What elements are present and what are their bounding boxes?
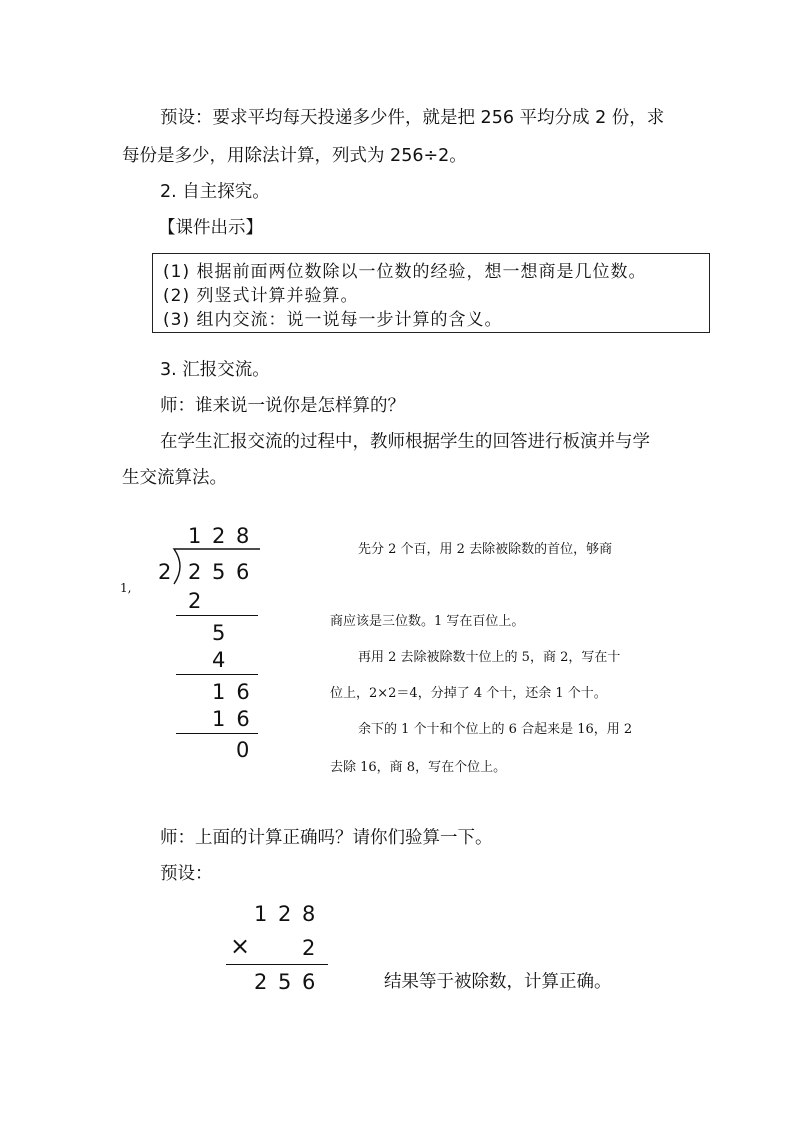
product-digit-tens: 5 [278, 970, 292, 994]
multiplication-rule [226, 964, 328, 965]
step-2-heading: 2. 自主探究。 [160, 182, 270, 202]
step-3-heading: 3. 汇报交流。 [160, 360, 270, 380]
division-rule-1 [176, 615, 258, 616]
verification-result: 结果等于被除数，计算正确。 [384, 972, 612, 992]
intro-line-1: 预设：要求平均每天投递多少件，就是把 256 平均分成 2 份，求 [160, 108, 665, 128]
teacher-question-1: 师：谁来说一说你是怎样算的？ [160, 396, 405, 416]
quotient-digit-tens: 2 [212, 524, 226, 548]
dividend-digit-ones: 6 [236, 560, 250, 584]
explanation-line-4: 位上，2×2＝4，分掉了 4 个十，还余 1 个十。 [330, 686, 607, 701]
task-box [152, 253, 710, 333]
multiplier: 2 [302, 936, 316, 960]
divisor: 2 [158, 560, 172, 584]
quotient-digit-ones: 8 [236, 524, 250, 548]
quotient-digit-hundreds: 1 [188, 524, 202, 548]
dividend-digit-hundreds: 2 [188, 560, 202, 584]
explanation-line-3: 再用 2 去除被除数十位上的 5，商 2，写在十 [358, 650, 621, 665]
step-subtract-16: 16 [212, 707, 261, 731]
task-item-3: (3) 组内交流：说一说每一步计算的含义。 [163, 310, 503, 330]
division-rule-2 [176, 674, 258, 675]
teacher-question-2: 师：上面的计算正确吗？请你们验算一下。 [160, 828, 493, 848]
dividend-digit-tens: 5 [212, 560, 226, 584]
explanation-line-1: 先分 2 个百，用 2 去除被除数的首位，够商 [358, 542, 613, 557]
multiply-sign: × [230, 932, 251, 960]
multiplicand-digit-hundreds: 1 [254, 902, 268, 926]
explanation-line-5: 余下的 1 个十和个位上的 6 合起来是 16，用 2 [358, 722, 633, 737]
division-rule-3 [176, 733, 258, 734]
preset-label: 预设： [160, 864, 213, 884]
product-digit-ones: 6 [302, 970, 316, 994]
courseware-label: 【课件出示】 [158, 218, 263, 238]
product-digit-hundreds: 2 [254, 970, 268, 994]
step-subtract-4: 4 [212, 648, 226, 672]
explanation-line-2: 商应该是三位数。1 写在百位上。 [330, 614, 525, 629]
division-marker: 1, [120, 581, 132, 595]
intro-line-2: 每份是多少，用除法计算，列式为 256÷2。 [122, 146, 467, 166]
process-line-1: 在学生汇报交流的过程中，教师根据学生的回答进行板演并与学 [160, 432, 650, 452]
step-remainder-16: 16 [212, 680, 261, 704]
task-item-1: (1) 根据前面两位数除以一位数的经验，想一想商是几位数。 [163, 262, 647, 282]
multiplicand-digit-tens: 2 [278, 902, 292, 926]
step-final-remainder: 0 [236, 738, 250, 762]
multiplicand-digit-ones: 8 [302, 902, 316, 926]
task-item-2: (2) 列竖式计算并验算。 [163, 286, 359, 306]
step-remainder-5: 5 [212, 621, 226, 645]
process-line-2: 生交流算法。 [122, 468, 227, 488]
step-subtract-2: 2 [188, 589, 202, 613]
explanation-line-6: 去除 16，商 8，写在个位上。 [330, 760, 507, 775]
